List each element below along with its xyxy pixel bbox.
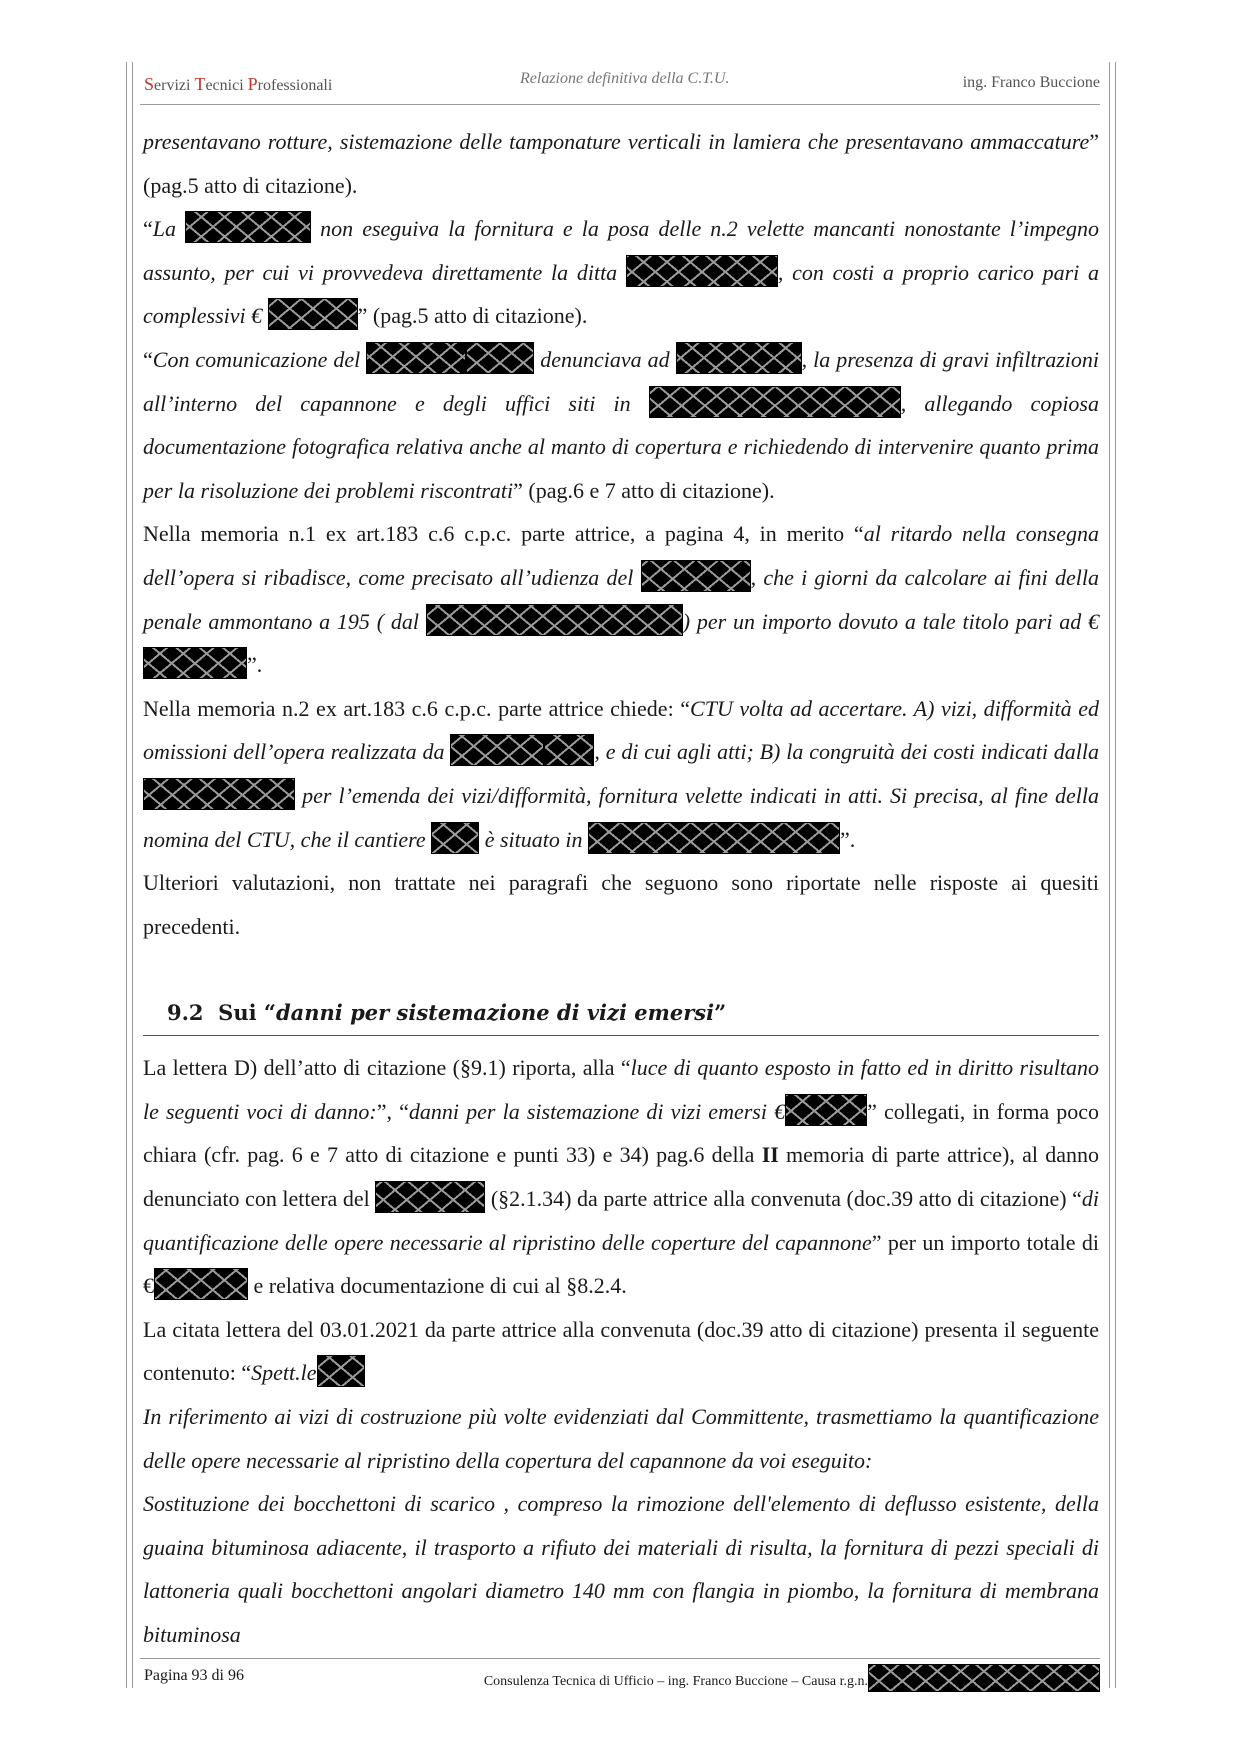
section-heading	[143, 991, 1099, 1036]
quote-text: luce di quanto esposto in fatto ed in diritto risultano le seguenti voci di danno:	[143, 1055, 1099, 1124]
quote-text: è situato in	[484, 826, 583, 852]
redaction-box	[466, 342, 534, 374]
quote-text: CTU volta ad accertare. A) vizi, difformità ed omissioni dell’opera realizzata da	[143, 695, 1099, 765]
quote-text: , che i giorni da calcolare ai fini della penale ammontano a 195 ( dal	[143, 564, 1100, 634]
header-document-title: Relazione definitiva della C.T.U.	[520, 70, 730, 87]
quote-text: presentavano rotture, sistemazione delle tamponature verticali in lamiera che presentavano ammaccature	[143, 129, 1090, 154]
body-text: e relativa documentazione di cui al §8.2.4.	[253, 1273, 627, 1299]
quote-text: , la presenza di gravi infiltrazioni all’interno del capannone e degli uffici siti in	[143, 346, 1099, 416]
paragraph	[143, 207, 1099, 338]
redaction-box	[544, 734, 594, 766]
citation-text: ”.	[247, 652, 263, 678]
header-initial: T	[194, 74, 206, 94]
paragraph: Ulteriori valutazioni, non trattate nei paragrafi che seguono sono riportate nelle risposte ai quesiti precedenti.	[143, 870, 1099, 939]
paragraph	[143, 1046, 1099, 1308]
bold-text: II	[761, 1142, 779, 1168]
redaction-box	[649, 386, 901, 418]
paragraph: In riferimento ai vizi di costruzione più volte evidenziati dal Committente, trasmettiamo la quantificazione delle opere necessarie al ripristino della copertura del capannone da voi eseguito:	[143, 1404, 1099, 1473]
header-left	[144, 74, 332, 95]
redaction-box	[143, 778, 295, 810]
redaction-box	[785, 1094, 867, 1126]
paragraph: Sostituzione dei bocchettoni di scarico , compreso la rimozione dell'elemento di deflusso esistente, della guaina bituminosa adiacente, il trasporto a rifiuto dei materiali di risulta, la fornitura di pezzi speciali di lattoneria quali bocchettoni angolari diametro 140 mm con flangia in piombo, la fornitura di membrana bituminosa	[143, 1491, 1099, 1647]
citation-text: ”.	[839, 826, 856, 852]
body-text: Nella memoria n.1 ex art.183 c.6 c.p.c. parte attrice, a pagina 4, in merito “	[143, 521, 864, 547]
body-text: ”, “	[376, 1098, 409, 1124]
redaction-box	[588, 822, 840, 854]
quote-mark: “	[143, 216, 153, 242]
footer-info-text: Consulenza Tecnica di Ufficio – ing. Franco Buccione – Causa r.g.n.	[483, 1674, 868, 1689]
quote-text: danni per la sistemazione di vizi emersi €	[408, 1098, 786, 1124]
body-text: Nella memoria n.2 ex art.183 c.6 c.p.c. parte attrice chiede: “	[143, 695, 691, 721]
paragraph	[143, 1308, 1099, 1395]
citation-text: ” (pag.6 e 7 atto di citazione).	[513, 477, 775, 503]
quote-text: La	[152, 216, 177, 242]
redaction-box	[185, 211, 311, 243]
paragraph	[143, 338, 1099, 512]
footer-info	[484, 1664, 1100, 1692]
redaction-box	[426, 604, 683, 636]
header-word: ecnici	[205, 77, 248, 94]
redaction-box	[317, 1355, 365, 1387]
redaction-box	[375, 1181, 485, 1213]
quote-text: , e di cui agli atti; B) la congruità dei costi indicati dalla	[594, 739, 1100, 765]
body-text: ” per un importo totale di €	[143, 1229, 1100, 1299]
header-author: ing. Franco Buccione	[962, 74, 1100, 91]
body-text: La lettera D) dell’atto di citazione (§9.1) riporta, alla “	[143, 1055, 631, 1081]
header-word: ervizi	[154, 77, 195, 94]
quote-mark: “	[143, 346, 153, 372]
header-word: rofessionali	[257, 77, 333, 94]
redaction-box	[641, 560, 751, 592]
paragraph	[143, 120, 1099, 207]
section-title-prefix: Sui “	[218, 1000, 276, 1026]
body-text: ” collegati, in forma poco chiara (cfr. pag. 6 e 7 atto di citazione e punti 33) e 34) pag.6 della	[143, 1098, 1099, 1168]
redaction-box	[154, 1268, 248, 1300]
page-footer	[140, 1664, 1100, 1694]
quote-text: non eseguiva la fornitura e la posa delle n.2 velette mancanti nonostante l’impegno assunto, per cui vi provvedeva direttamente la ditta	[143, 216, 1100, 285]
redaction-box	[450, 734, 544, 766]
redaction-box	[366, 342, 466, 374]
body-text: La citata lettera del 03.01.2021 da parte attrice alla convenuta (doc.39 atto di citazione) presenta il seguente contenuto: “	[143, 1316, 1099, 1386]
redaction-box	[868, 1664, 1100, 1692]
quote-text: ) per un importo dovuto a tale titolo pari ad €	[682, 608, 1099, 634]
header-initial: P	[247, 74, 258, 94]
redaction-box	[626, 255, 778, 287]
quote-text: di quantificazione delle opere necessarie al ripristino delle coperture del capannone	[143, 1186, 1100, 1255]
quote-text: al ritardo nella consegna dell’opera si ribadisce, come precisato all’udienza del	[143, 521, 1099, 590]
spacer	[143, 948, 1099, 991]
redaction-box	[268, 298, 358, 330]
paragraph	[143, 687, 1099, 861]
header-rule	[140, 104, 1100, 105]
redaction-box	[143, 647, 247, 679]
citation-text: ” (pag.5 atto di citazione).	[143, 129, 1099, 198]
section-title-suffix: ”	[714, 1000, 727, 1026]
spacer	[143, 1036, 1099, 1046]
page-header	[140, 70, 1100, 96]
paragraph	[143, 512, 1099, 686]
section-title-text: danni per sistemazione di vizi emersi	[275, 1000, 715, 1026]
quote-text: denunciava ad	[540, 346, 670, 372]
quote-text: , con costi a proprio carico pari a complessivi €	[143, 259, 1099, 329]
quote-text: per l’emenda dei vizi/difformità, fornitura velette indicati in atti. Si precisa, al fine della nomina del CTU, che il cantiere	[143, 782, 1099, 852]
quote-text: , allegando copiosa documentazione fotografica relativa anche al manto di copertura e richiedendo di intervenire quanto prima per la risoluzione dei problemi riscontrati	[143, 390, 1099, 503]
body-text: memoria di parte attrice), al danno denunciato con lettera del	[143, 1142, 1099, 1212]
body-text: (§2.1.34) da parte attrice alla convenuta (doc.39 atto di citazione) “	[490, 1186, 1082, 1212]
citation-text: ” (pag.5 atto di citazione).	[357, 303, 588, 329]
page-number: Pagina 93 di 96	[144, 1667, 244, 1684]
section-number: 9.2	[167, 1000, 204, 1026]
header-initial: S	[144, 74, 155, 94]
quote-text: Spett.le	[251, 1360, 317, 1386]
page-body	[143, 120, 1099, 1657]
redaction-box	[431, 822, 479, 854]
quote-text: Con comunicazione del	[152, 346, 361, 372]
footer-rule	[140, 1658, 1100, 1659]
redaction-box	[676, 342, 802, 374]
